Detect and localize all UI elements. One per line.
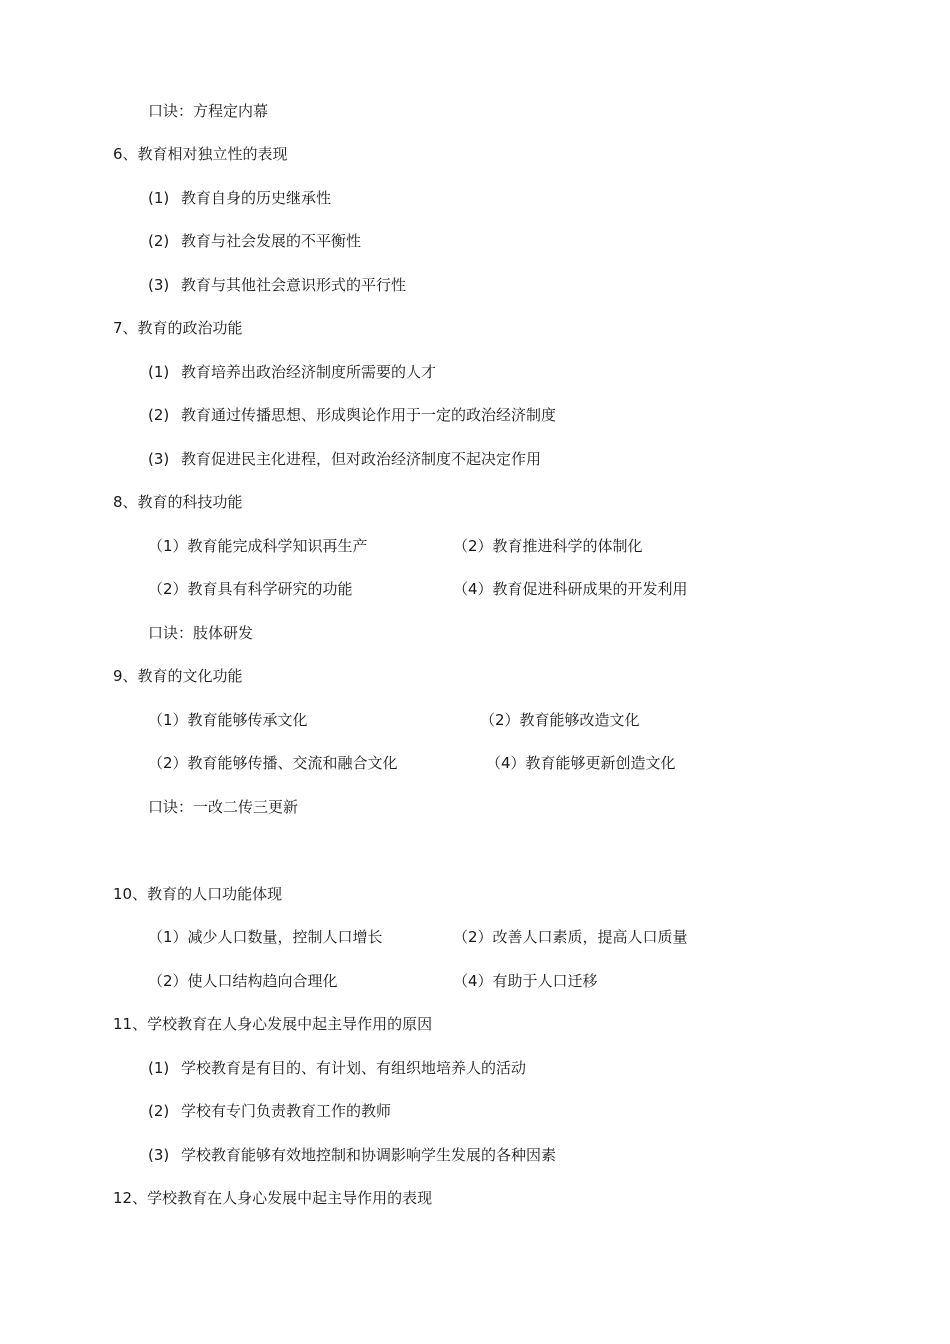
list-item: （2）教育能够改造文化 [480,711,640,729]
mnemonic-line: 口诀：肢体研发 [148,624,254,642]
list-item [148,1101,391,1121]
list-item [148,405,556,425]
section-10-title: 10、教育的人口功能体现 [113,885,283,903]
item-text: 教育培养出政治经济制度所需要的人才 [181,363,437,381]
item-number: (3) [148,1146,170,1164]
item-number: (3) [148,276,170,294]
item-text: 教育与其他社会意识形式的平行性 [181,276,407,294]
list-item [148,362,436,382]
section-7-title: 7、教育的政治功能 [113,319,243,337]
item-number: (2) [148,406,170,424]
section-8-title: 8、教育的科技功能 [113,493,243,511]
section-6-title: 6、教育相对独立性的表现 [113,145,288,163]
list-item: （4）教育促进科研成果的开发利用 [453,580,688,598]
item-number: (1) [148,1059,170,1077]
mnemonic-line: 口诀：一改二传三更新 [148,798,299,816]
list-item: （1）减少人口数量，控制人口增长 [148,928,383,946]
list-item: （1）教育能完成科学知识再生产 [148,537,368,555]
list-item: （2）改善人口素质，提高人口质量 [453,928,688,946]
list-item: （4）有助于人口迁移 [453,972,598,990]
list-item [148,231,361,251]
list-item [148,449,541,469]
section-11-title: 11、学校教育在人身心发展中起主导作用的原因 [113,1015,433,1033]
list-item: （1）教育能够传承文化 [148,711,308,729]
list-item: （2）教育能够传播、交流和融合文化 [148,754,398,772]
list-item: （4）教育能够更新创造文化 [486,754,676,772]
item-text: 学校有专门负责教育工作的教师 [181,1102,392,1120]
item-number: (2) [148,1102,170,1120]
list-item: （2）教育推进科学的体制化 [453,537,643,555]
list-item [148,1058,526,1078]
section-9-title: 9、教育的文化功能 [113,667,243,685]
item-number: (2) [148,232,170,250]
list-item [148,275,406,295]
section-12-title: 12、学校教育在人身心发展中起主导作用的表现 [113,1189,433,1207]
item-text: 教育与社会发展的不平衡性 [181,232,362,250]
item-text: 教育自身的历史继承性 [181,189,332,207]
item-text: 教育通过传播思想、形成舆论作用于一定的政治经济制度 [181,406,557,424]
item-text: 教育促进民主化进程，但对政治经济制度不起决定作用 [181,450,542,468]
list-item [148,1145,556,1165]
list-item: （2）教育具有科学研究的功能 [148,580,353,598]
item-number: (3) [148,450,170,468]
item-text: 学校教育能够有效地控制和协调影响学生发展的各种因素 [181,1146,557,1164]
item-number: (1) [148,189,170,207]
list-item: （2）使人口结构趋向合理化 [148,972,338,990]
item-number: (1) [148,363,170,381]
mnemonic-line: 口诀：方程定内幕 [148,102,269,120]
list-item [148,188,331,208]
item-text: 学校教育是有目的、有计划、有组织地培养人的活动 [181,1059,527,1077]
